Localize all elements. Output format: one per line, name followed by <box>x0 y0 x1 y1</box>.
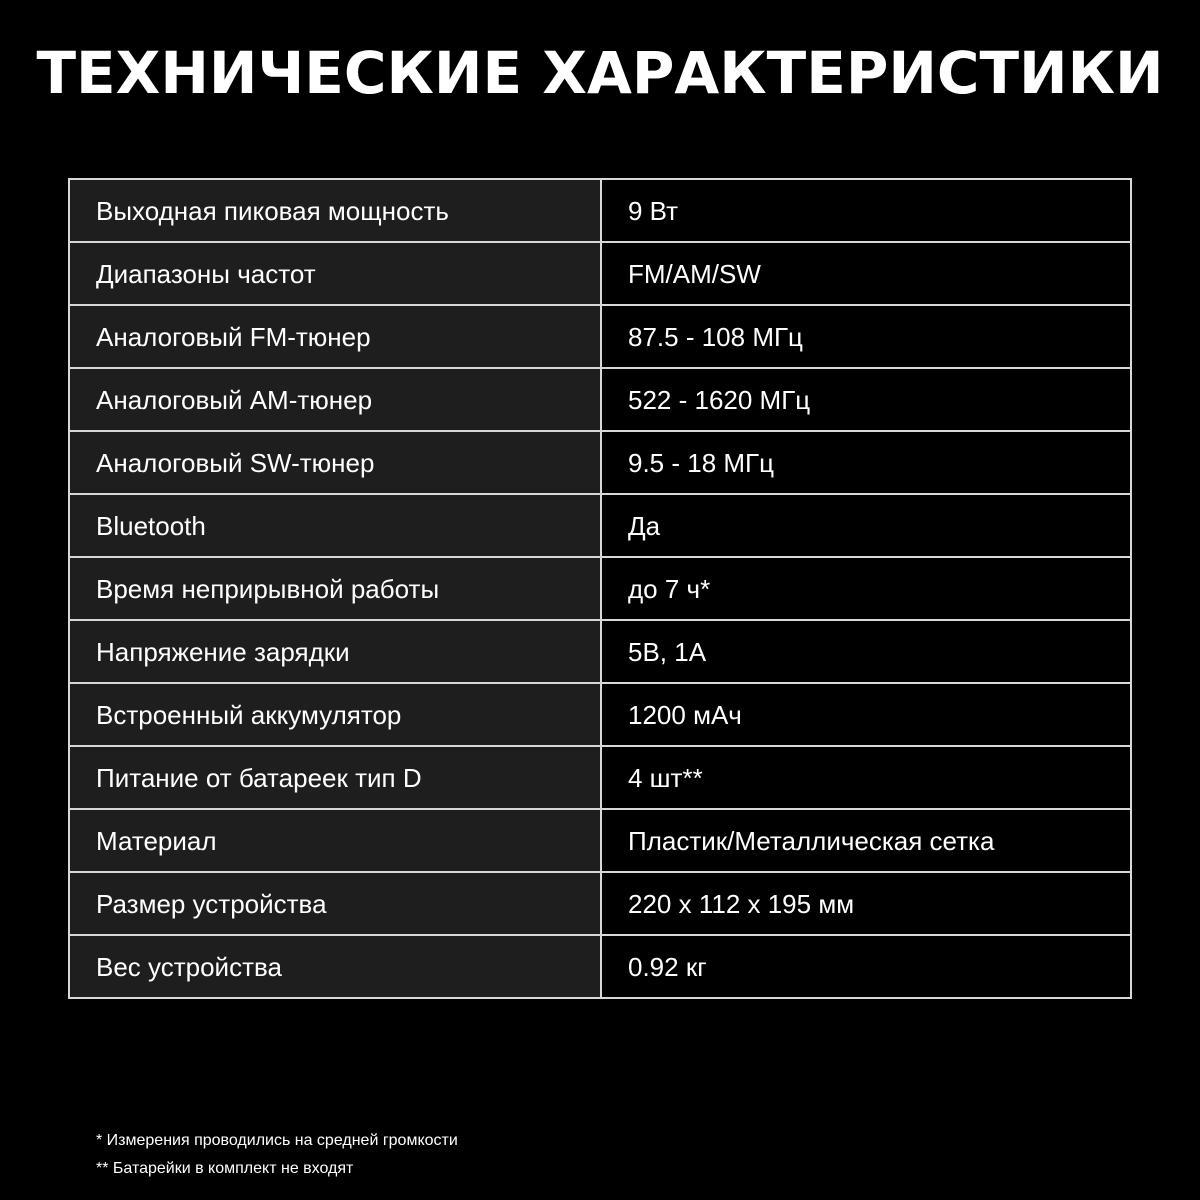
spec-value: 0.92 кг <box>601 935 1131 998</box>
footnote-batteries: ** Батарейки в комплект не входят <box>96 1160 354 1177</box>
table-row <box>69 305 1131 368</box>
spec-value: 9 Вт <box>601 179 1131 242</box>
spec-value: 5В, 1А <box>601 620 1131 683</box>
table-row <box>69 935 1131 998</box>
table-row <box>69 242 1131 305</box>
spec-value: 9.5 - 18 МГц <box>601 431 1131 494</box>
footnote-volume: * Измерения проводились на средней громкости <box>96 1132 458 1149</box>
footnotes <box>96 1127 458 1183</box>
spec-value: 4 шт** <box>601 746 1131 809</box>
spec-value: FM/AM/SW <box>601 242 1131 305</box>
spec-label: Вес устройства <box>69 935 601 998</box>
spec-label: Аналоговый SW-тюнер <box>69 431 601 494</box>
table-row <box>69 368 1131 431</box>
table-row <box>69 620 1131 683</box>
spec-value: до 7 ч* <box>601 557 1131 620</box>
spec-label: Время неприрывной работы <box>69 557 601 620</box>
spec-value: 1200 мАч <box>601 683 1131 746</box>
spec-label: Питание от батареек тип D <box>69 746 601 809</box>
spec-label: Встроенный аккумулятор <box>69 683 601 746</box>
spec-value: 220 х 112 х 195 мм <box>601 872 1131 935</box>
spec-value: 87.5 - 108 МГц <box>601 305 1131 368</box>
spec-value: 522 - 1620 МГц <box>601 368 1131 431</box>
spec-label: Напряжение зарядки <box>69 620 601 683</box>
spec-label: Аналоговый FM-тюнер <box>69 305 601 368</box>
table-row <box>69 683 1131 746</box>
spec-table <box>68 178 1132 999</box>
spec-label: Размер устройства <box>69 872 601 935</box>
spec-label: Выходная пиковая мощность <box>69 179 601 242</box>
spec-value: Пластик/Металлическая сетка <box>601 809 1131 872</box>
table-row <box>69 431 1131 494</box>
table-row <box>69 179 1131 242</box>
table-row <box>69 872 1131 935</box>
spec-label: Аналоговый AM-тюнер <box>69 368 601 431</box>
spec-label: Диапазоны частот <box>69 242 601 305</box>
table-row <box>69 809 1131 872</box>
spec-label: Материал <box>69 809 601 872</box>
spec-value: Да <box>601 494 1131 557</box>
spec-label: Bluetooth <box>69 494 601 557</box>
table-row <box>69 746 1131 809</box>
table-row <box>69 494 1131 557</box>
table-row <box>69 557 1131 620</box>
page-title: ТЕХНИЧЕСКИЕ ХАРАКТЕРИСТИКИ <box>36 39 1164 107</box>
